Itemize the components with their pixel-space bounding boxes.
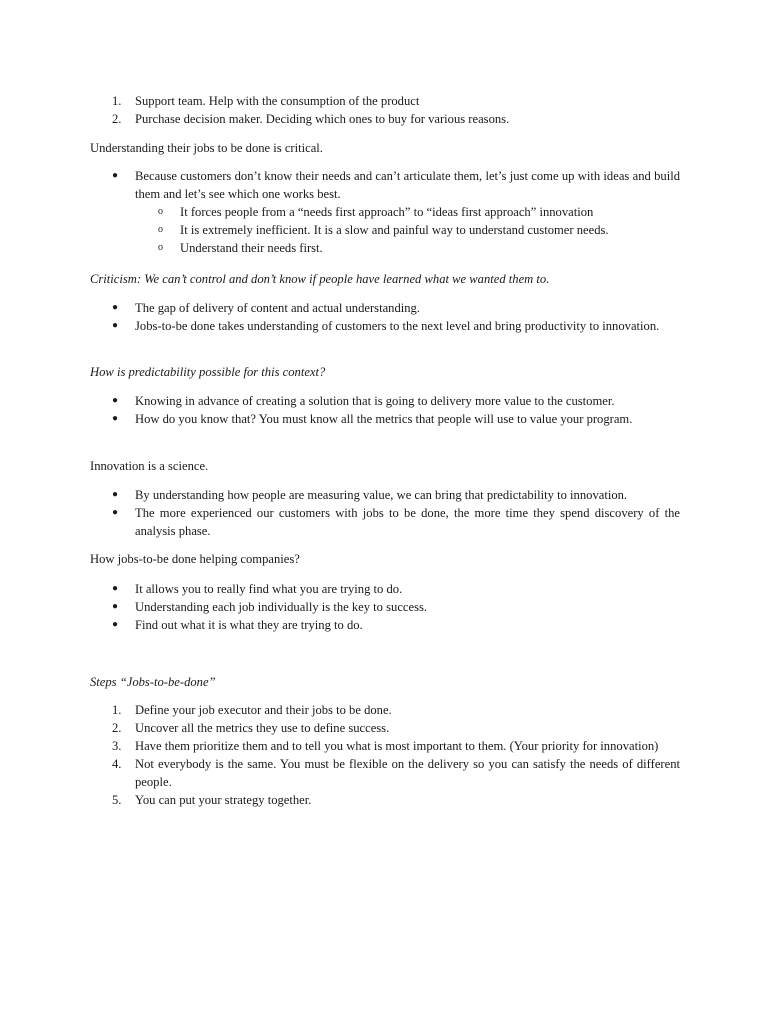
list-item-text: The more experienced our customers with jobs to be done, the more time they spend discovery of the analysis phase. — [135, 506, 680, 538]
list-number: 1. — [112, 94, 122, 108]
bullet-list — [90, 299, 680, 335]
list-item-text: How do you know that? You must know all the metrics that people will use to value your program. — [135, 412, 633, 426]
list-number: 3. — [112, 739, 122, 753]
bullet-list — [90, 392, 680, 428]
circle-bullet-icon: o — [158, 242, 163, 253]
bullet-list — [90, 486, 680, 540]
bullet-icon: ● — [112, 413, 119, 424]
section-heading: Innovation is a science. — [90, 459, 209, 473]
list-item-text: Define your job executor and their jobs to be done. — [135, 703, 392, 717]
list-item — [90, 504, 680, 540]
list-item-text: The gap of delivery of content and actual understanding. — [135, 301, 421, 315]
list-item-text: It allows you to really find what you are trying to do. — [135, 582, 403, 596]
list-item — [90, 317, 680, 335]
bullet-icon: ● — [112, 302, 119, 313]
bullet-icon: ● — [112, 507, 119, 518]
section-heading: How is predictability possible for this context? — [90, 365, 326, 379]
sub-list-item — [90, 203, 680, 221]
list-item — [90, 791, 680, 809]
sub-list-item — [90, 221, 680, 239]
list-item-text: Support team. Help with the consumption of the product — [135, 94, 420, 108]
list-number: 2. — [112, 112, 122, 126]
list-item — [90, 167, 680, 257]
bullet-icon: ● — [112, 320, 119, 331]
bullet-icon: ● — [112, 170, 119, 181]
section-heading: How jobs-to-be done helping companies? — [90, 552, 300, 566]
list-item-text: Understanding each job individually is the key to success. — [135, 600, 428, 614]
list-item-text: Find out what it is what they are trying to do. — [135, 618, 363, 632]
bullet-icon: ● — [112, 489, 119, 500]
list-item-text: Purchase decision maker. Deciding which ones to buy for various reasons. — [135, 112, 510, 126]
section-heading: Understanding their jobs to be done is critical. — [90, 141, 323, 155]
section-heading: Criticism: We can’t control and don’t know if people have learned what we wanted them to. — [90, 272, 550, 286]
list-item — [90, 580, 680, 598]
bullet-list — [90, 580, 680, 634]
list-item — [90, 110, 680, 128]
section-heading: Steps “Jobs-to-be-done” — [90, 675, 216, 689]
list-item — [90, 737, 680, 755]
list-item — [90, 392, 680, 410]
steps-numbered-list — [90, 701, 680, 809]
list-number: 4. — [112, 757, 122, 771]
list-item — [90, 701, 680, 719]
bullet-icon: ● — [112, 583, 119, 594]
list-item-text: Because customers don’t know their needs and can’t articulate them, let’s just come up with ideas and build them and let’s see which one works best. — [135, 169, 680, 201]
list-item — [90, 755, 680, 791]
bullet-list — [90, 167, 680, 257]
circle-bullet-icon: o — [158, 224, 163, 235]
list-number: 1. — [112, 703, 122, 717]
list-item — [90, 486, 680, 504]
list-item-text: Not everybody is the same. You must be flexible on the delivery so you can satisfy the needs of different people. — [135, 757, 680, 789]
sub-list-item-text: Understand their needs first. — [180, 241, 323, 255]
list-item — [90, 92, 680, 110]
sub-bullet-list — [135, 203, 680, 257]
list-item — [90, 299, 680, 317]
list-item-text: You can put your strategy together. — [135, 793, 312, 807]
sub-list-item-text: It forces people from a “needs first approach” to “ideas first approach” innovation — [180, 205, 594, 219]
list-item-text: Uncover all the metrics they use to define success. — [135, 721, 390, 735]
sub-list-item — [90, 239, 680, 257]
list-item — [90, 410, 680, 428]
list-item — [90, 719, 680, 737]
bullet-icon: ● — [112, 395, 119, 406]
list-item — [90, 616, 680, 634]
circle-bullet-icon: o — [158, 206, 163, 217]
bullet-icon: ● — [112, 619, 119, 630]
list-item — [90, 598, 680, 616]
list-item-text: By understanding how people are measuring value, we can bring that predictability to innovation. — [135, 488, 628, 502]
list-item-text: Jobs-to-be done takes understanding of customers to the next level and bring productivity to innovation. — [135, 319, 660, 333]
list-number: 2. — [112, 721, 122, 735]
bullet-icon: ● — [112, 601, 119, 612]
list-number: 5. — [112, 793, 122, 807]
sub-list-item-text: It is extremely inefficient. It is a slow and painful way to understand customer needs. — [180, 223, 609, 237]
intro-numbered-list — [90, 92, 680, 128]
list-item-text: Have them prioritize them and to tell you what is most important to them. (Your priority for innovation) — [135, 739, 659, 753]
list-item-text: Knowing in advance of creating a solution that is going to delivery more value to the customer. — [135, 394, 615, 408]
